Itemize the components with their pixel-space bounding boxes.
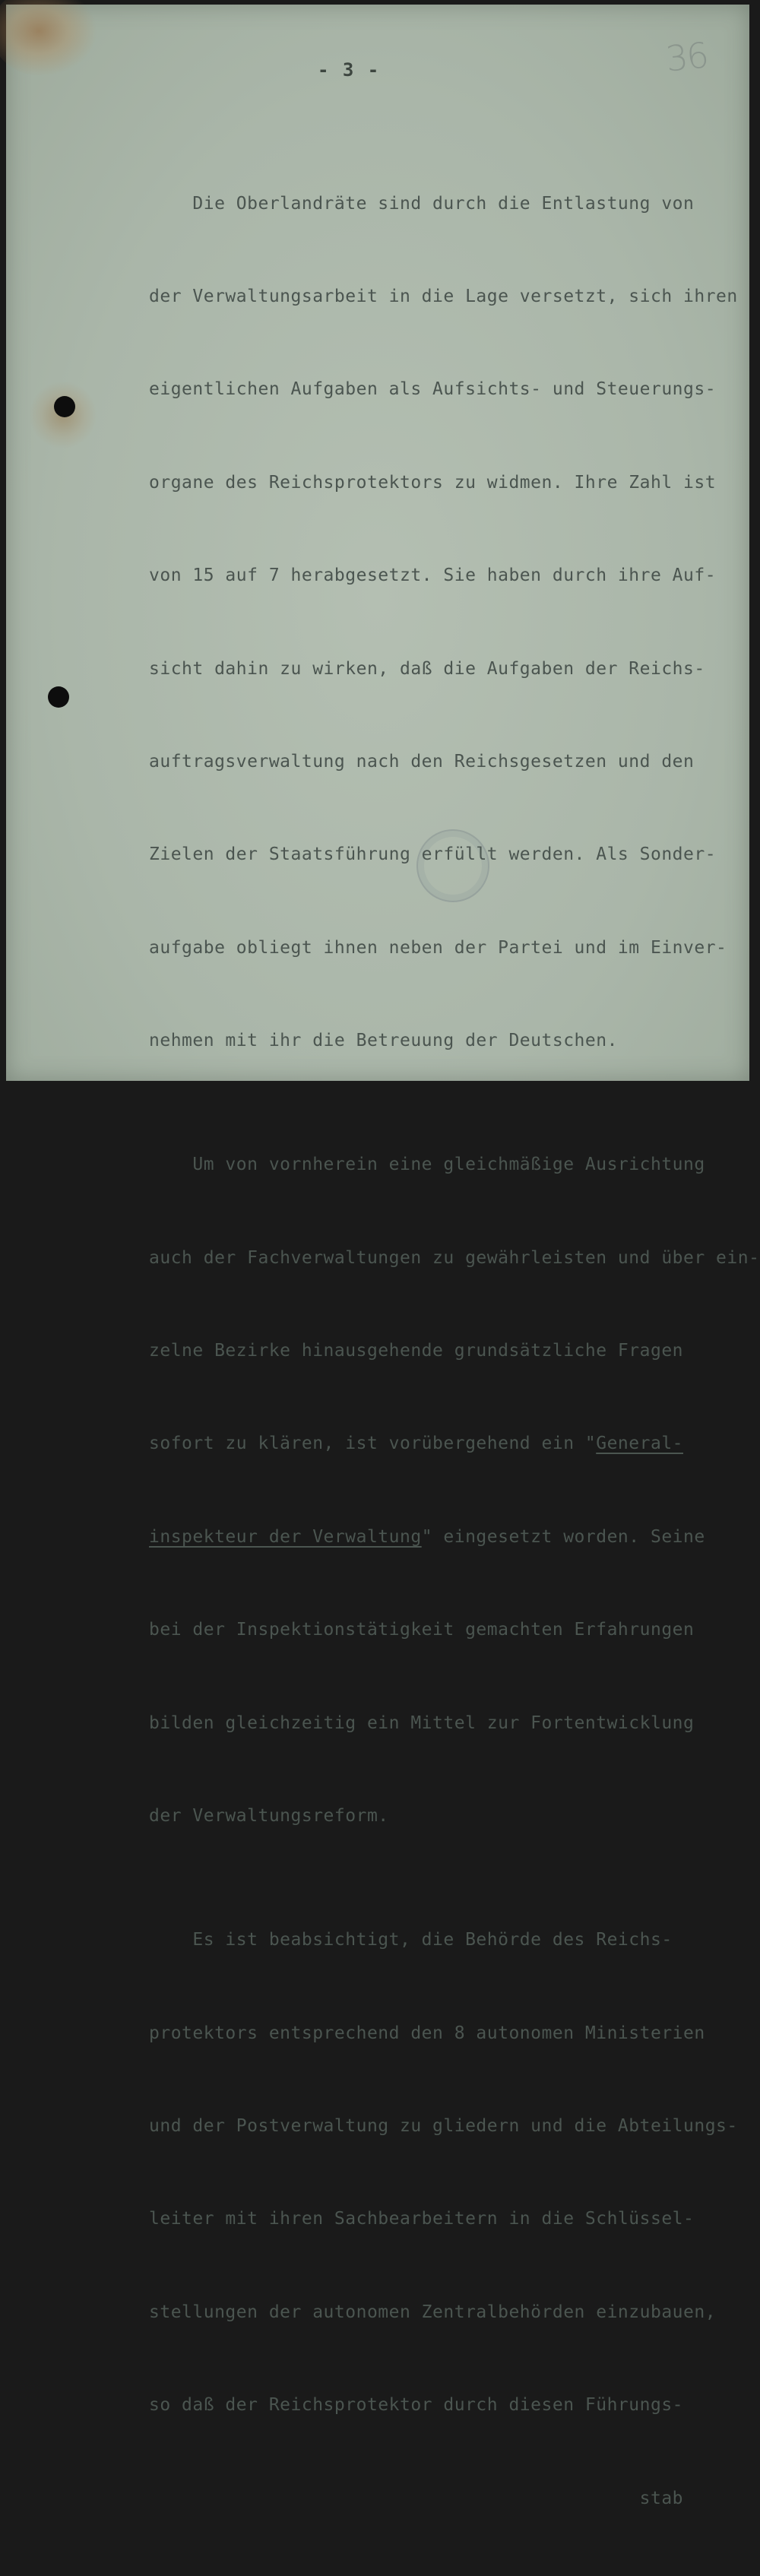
text-line: stellungen der autonomen Zentralbehörden einzubauen, [149, 2302, 717, 2322]
text-line: aufgabe obliegt ihnen neben der Partei und im Einver- [149, 937, 727, 958]
text-line: leiter mit ihren Sachbearbeitern in die Schlüssel- [149, 2209, 695, 2229]
text-line: protektors entsprechend den 8 autonomen Ministerien [149, 2023, 705, 2043]
text-segment: " eingesetzt worden. Seine [421, 1526, 705, 1547]
text-line: sicht dahin zu wirken, daß die Aufgaben der Reichs- [149, 658, 705, 679]
document-page [6, 5, 760, 2508]
text-line [149, 1522, 749, 1553]
text-line: und der Postverwaltung zu gliedern und die Abteilungs- [149, 2116, 738, 2136]
typed-text-body [149, 126, 760, 2576]
text-line: Um von vornherein eine gleichmäßige Ausrichtung [149, 1155, 705, 1175]
text-line: bilden gleichzeitig ein Mittel zur Fortentwicklung [149, 1713, 695, 1733]
handwritten-folio-number: 36 [663, 34, 710, 80]
punch-hole [48, 686, 69, 708]
text-line: eigentlichen Aufgaben als Aufsichts- und Steuerungs- [149, 379, 717, 400]
text-line: so daß der Reichsprotektor durch diesen Führungs- [149, 2395, 684, 2416]
text-line [149, 1428, 749, 1459]
page-number: - 3 - [318, 59, 381, 81]
text-line: zelne Bezirke hinausgehende grundsätzliche Fragen [149, 1341, 684, 1361]
text-line: nehmen mit ihr die Betreuung der Deutschen. [149, 1031, 618, 1051]
text-line: von 15 auf 7 herabgesetzt. Sie haben durch ihre Auf- [149, 566, 717, 586]
catchword: stab [149, 2488, 684, 2508]
text-line: der Verwaltungsarbeit in die Lage versetzt, sich ihren [149, 286, 738, 306]
text-line: der Verwaltungsreform. [149, 1806, 389, 1827]
text-segment: sofort zu klären, ist vorübergehend ein " [149, 1434, 597, 1454]
text-line: auftragsverwaltung nach den Reichsgesetzen und den [149, 751, 695, 772]
underlined-term: inspekteur der Verwaltung [149, 1526, 422, 1547]
underlined-term: General- [596, 1434, 684, 1454]
text-line: bei der Inspektionstätigkeit gemachten Erfahrungen [149, 1620, 695, 1640]
text-line: Die Oberlandräte sind durch die Entlastung von [149, 193, 695, 214]
text-line: organe des Reichsprotektors zu widmen. Ihre Zahl ist [149, 472, 717, 493]
punch-hole [54, 396, 75, 417]
text-line: Zielen der Staatsführung erfüllt werden. Als Sonder- [149, 844, 717, 865]
burn-stain [0, 0, 97, 77]
text-line: Es ist beabsichtigt, die Behörde des Reichs- [149, 1930, 673, 1950]
text-line: auch der Fachverwaltungen zu gewährleisten und über ein- [149, 1247, 760, 1268]
